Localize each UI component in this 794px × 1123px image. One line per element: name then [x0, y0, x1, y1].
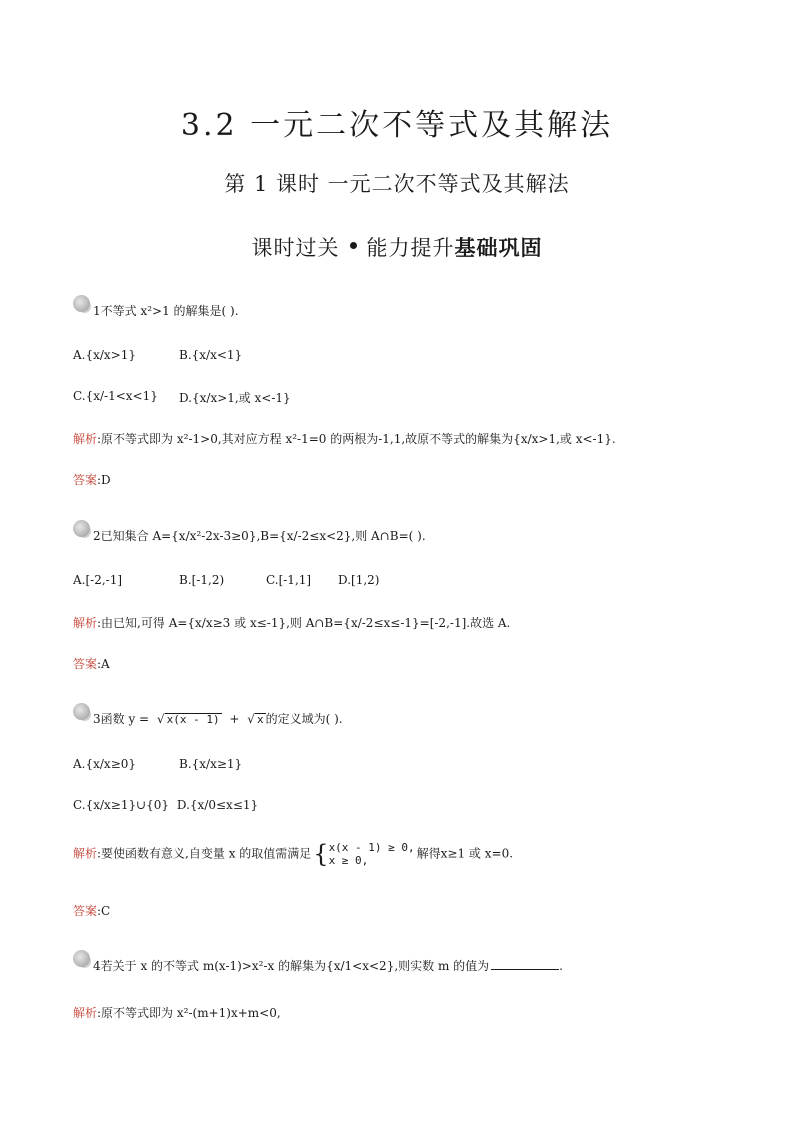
q2-option-c: C.[-1,1] [266, 573, 312, 587]
question-2-stem: 2已知集合 A={x/x²-2x-3≥0},B={x/-2≤x<2},则 A∩B=( ). [93, 529, 426, 543]
analysis-label: 解析 [73, 846, 98, 861]
q3-option-a: A.{x/x≥0} [73, 757, 137, 771]
q3-option-c: C.{x/x≥1}∪{0} [73, 798, 170, 812]
q1-analysis [73, 430, 616, 447]
q3-stem-post: 的定义域为( ). [265, 712, 343, 726]
lesson-subtitle: 第 1 课时 一元二次不等式及其解法 [224, 172, 570, 196]
q3-analysis [73, 841, 513, 867]
q1-option-d: D.{x/x>1,或 x<-1} [179, 391, 291, 405]
q2-option-d: D.[1,2) [338, 573, 380, 587]
equation-system [313, 841, 414, 867]
q1-answer-text: :D [97, 473, 111, 487]
question-marker-icon [73, 950, 90, 967]
q3-analysis-post: 解得x≥1 或 x=0. [416, 846, 514, 861]
page-title: 3.2 一元二次不等式及其解法 [180, 108, 614, 143]
q4-stem-end: . [559, 959, 563, 973]
question-1-stem: 1不等式 x²>1 的解集是( ). [93, 304, 239, 318]
q4-stem-text: 4若关于 x 的不等式 m(x-1)>x²-x 的解集为{x/1<x<2},则实数 m 的值为 [93, 959, 490, 973]
analysis-label: 解析 [73, 432, 98, 446]
q1-options-row-1 [73, 348, 243, 362]
q3-answer-text: :C [97, 904, 111, 918]
answer-blank [491, 958, 559, 970]
system-row-2: x ≥ 0, [328, 854, 369, 867]
q2-analysis [73, 614, 510, 631]
q1-analysis-text: :原不等式即为 x²-1>0,其对应方程 x²-1=0 的两根为-1,1,故原不等式的解集为{x/x>1,或 x<-1}. [97, 432, 616, 446]
section-part-2: 能力提升 [366, 236, 455, 260]
question-4-stem [93, 957, 563, 974]
q4-analysis [73, 1004, 281, 1021]
q2-answer-text: :A [97, 657, 110, 671]
q1-option-b: B.{x/x<1} [179, 348, 243, 362]
q3-answer [73, 902, 110, 919]
q3-stem-pre: 3函数 y = [93, 712, 150, 726]
answer-label: 答案 [73, 473, 98, 487]
section-part-3: 基础巩固 [454, 235, 543, 260]
question-3-stem [93, 710, 343, 727]
q1-option-c: C.{x/-1<x<1} [73, 389, 158, 403]
bullet-dot-icon [350, 242, 357, 249]
q3-options-row-2 [73, 798, 258, 812]
q3-options-row-1 [73, 757, 243, 771]
section-part-1: 课时过关 [251, 236, 340, 260]
question-marker-icon [73, 703, 90, 720]
q2-options-row [73, 573, 380, 587]
section-heading [0, 232, 794, 262]
q3-analysis-pre: :要使函数有意义,自变量 x 的取值需满足 [97, 846, 312, 861]
question-marker-icon [73, 520, 90, 537]
system-row-1: x(x - 1) ≥ 0, [328, 841, 415, 854]
q3-option-d: D.{x/0≤x≤1} [176, 798, 259, 812]
q4-analysis-text: :原不等式即为 x²-(m+1)x+m<0, [97, 1006, 281, 1020]
q2-option-a: A.[-2,-1] [73, 573, 123, 587]
q2-analysis-text: :由已知,可得 A={x/x≥3 或 x≤-1},则 A∩B={x/-2≤x≤-1}=[-2,-1].故选 A. [97, 616, 511, 630]
q3-sqrt-1: x(x - 1) [166, 713, 220, 726]
analysis-label: 解析 [73, 616, 98, 630]
q3-plus: + [229, 712, 240, 726]
left-brace-icon: { [313, 840, 329, 868]
q1-option-a: A.{x/x>1} [73, 348, 137, 362]
question-marker-icon [73, 295, 90, 312]
sqrt-symbol-icon: √ [247, 712, 255, 726]
q1-answer [73, 471, 111, 488]
q1-options-row-2 [73, 389, 291, 405]
q2-option-b: B.[-1,2) [179, 573, 225, 587]
answer-label: 答案 [73, 904, 98, 918]
analysis-label: 解析 [73, 1006, 98, 1020]
q3-sqrt-2: x [256, 713, 264, 726]
q3-option-b: B.{x/x≥1} [179, 757, 243, 771]
q2-answer [73, 655, 110, 672]
sqrt-symbol-icon: √ [156, 712, 165, 726]
answer-label: 答案 [73, 657, 98, 671]
